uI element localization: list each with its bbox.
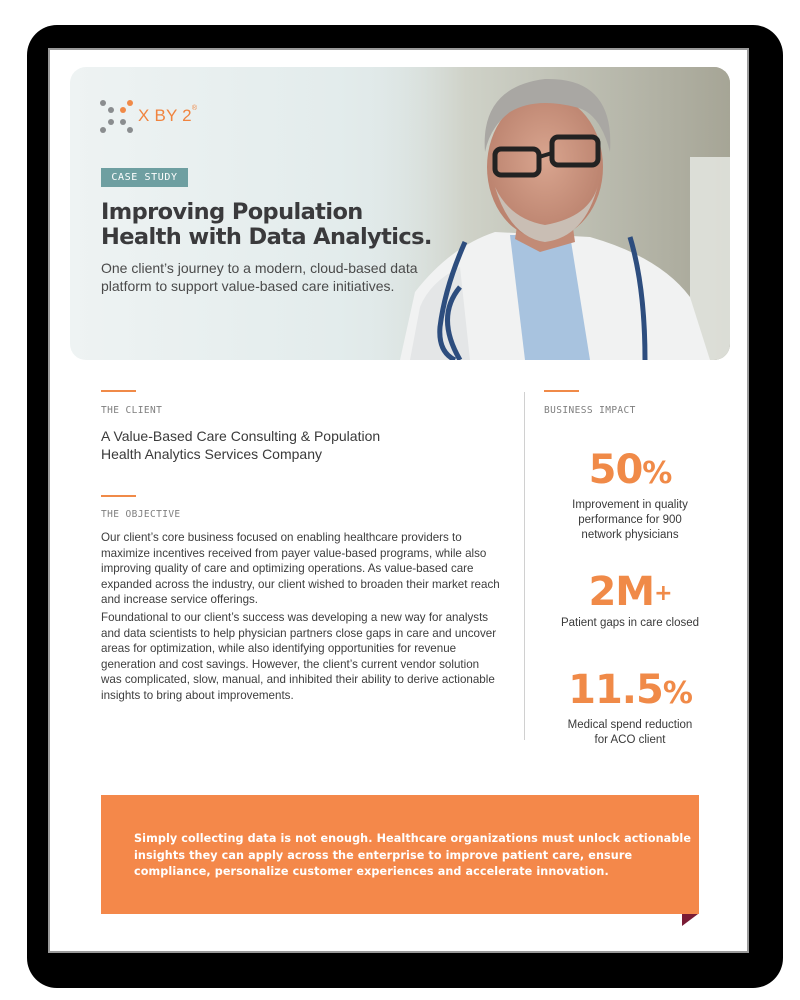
- stat-value: 11.5%: [568, 667, 692, 713]
- stat-description: Medical spend reduction for ACO client: [567, 719, 693, 746]
- section-rule: [544, 390, 579, 392]
- objective-label: THE OBJECTIVE: [101, 509, 181, 520]
- stat-description: Improvement in quality performance for 900 network physicians: [572, 499, 688, 541]
- section-rule: [101, 390, 136, 392]
- objective-paragraph-1: Our client’s core business focused on enabling healthcare providers to maximize incentives received from payer value-based programs, while also improving quality of care and optimizing operations. As value-based care expanded across the industry, our client wished to broaden their market reach and increase service offerings.: [101, 531, 500, 606]
- page-title: Improving Population Health with Data Analytics.: [101, 199, 432, 250]
- stat-description: Patient gaps in care closed: [560, 617, 700, 629]
- stat-value: 50%: [588, 447, 672, 493]
- objective-paragraph-2: Foundational to our client’s success was developing a new way for analysts and data scientists to help physician partners close gaps in care and uncover areas for optimization, while also identifying opportunities for revenue generation and cost savings. However, the client’s current vendor solution was complicated, slow, manual, and inhibited their ability to derive actionable insights to bring about improvements.: [101, 611, 497, 702]
- page-subtitle: One client’s journey to a modern, cloud-based data platform to support value-based care initiatives.: [101, 260, 418, 294]
- xby2-logo-text: X BY 2®: [138, 105, 198, 125]
- impact-stat: [540, 448, 720, 543]
- column-divider: [524, 392, 525, 740]
- quote-callout: [101, 795, 699, 914]
- client-name: A Value-Based Care Consulting & Population Health Analytics Services Company: [101, 428, 381, 462]
- business-impact-label: BUSINESS IMPACT: [544, 405, 636, 416]
- stat-value: 2M+: [588, 569, 672, 615]
- callout-text: Simply collecting data is not enough. Healthcare organizations must unlock actionable insights they can apply across the enterprise to improve patient care, ensure compliance, personalize customer experiences and accelerate innovation.: [134, 832, 692, 878]
- callout-fold-corner: [682, 914, 698, 926]
- case-study-badge: CASE STUDY: [101, 168, 188, 187]
- client-label: THE CLIENT: [101, 405, 163, 416]
- impact-stat: [540, 668, 720, 748]
- impact-stat: [540, 570, 720, 631]
- section-rule: [101, 495, 136, 497]
